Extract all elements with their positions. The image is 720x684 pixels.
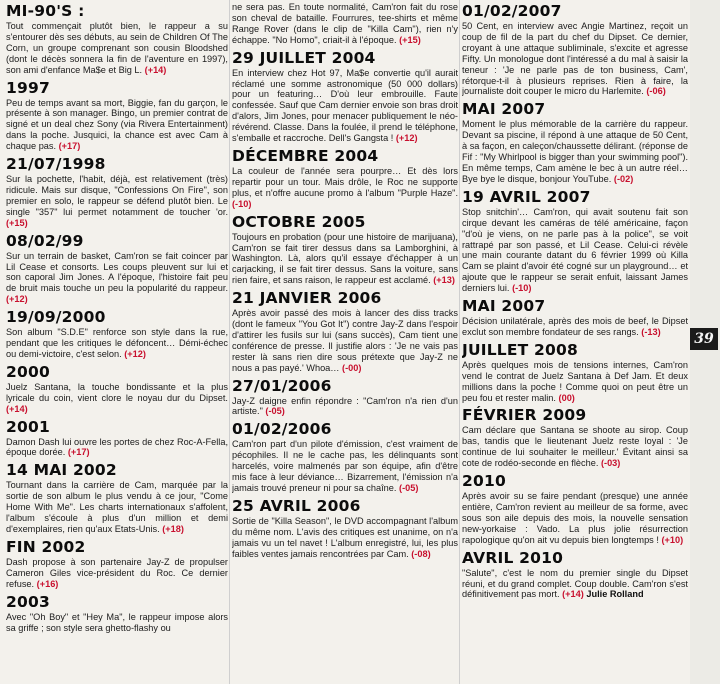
entry-date: 2000 bbox=[6, 362, 50, 381]
entry-body: Toujours en probation (pour une histoire de marijuana), Cam'ron se fait tirer dessus dans sa Lamborghini, à Washington. Là, alors qu'il essaye d'échapper à un carjacking, il se fait tirer dessus. Sans la voiture, sans rien faire, et sans raison, le rappeur est acclamé. bbox=[232, 231, 458, 286]
timeline-entry bbox=[462, 297, 688, 338]
entry-text bbox=[462, 491, 688, 546]
entry-score: (-13) bbox=[641, 326, 661, 337]
entry-text bbox=[232, 2, 458, 46]
timeline-entry bbox=[6, 79, 228, 153]
entry-body: Décision unilatérale, après des mois de beef, le Dipset exclut son membre fondateur de ses rangs. bbox=[462, 316, 688, 337]
entry-score: (+13) bbox=[433, 275, 455, 286]
entry-date: 1997 bbox=[6, 78, 50, 97]
entry-score: (+14) bbox=[6, 403, 28, 414]
entry-date: 25 AVRIL 2006 bbox=[232, 496, 361, 515]
entry-date: AVRIL 2010 bbox=[462, 548, 564, 567]
entry-body: "Salute", c'est le nom du premier single du Dipset réuni, et du grand complet. Coup double. Cam'ron s'est définitivement pas mort. bbox=[462, 567, 688, 600]
entry-score: (-02) bbox=[613, 173, 634, 184]
entry-body: 50 Cent, en interview avec Angie Martinez, reçoit un coup de fil de la part du chef du Dipset. Ce dernier, croyant à une attaque subliminale, s'excite et agresse Fifty. Un monologue dont l'intéressé a du mal à saisir la teneur : 'Je ne parle pas de ton business, Cam', rétorque-t-il à plusieurs reprises. Rien à faire, la journaliste doit couper le micro du Harlemite. bbox=[462, 21, 688, 97]
entry-text bbox=[6, 21, 228, 76]
entry-text bbox=[232, 439, 458, 494]
entry-score: (-00) bbox=[342, 362, 362, 373]
entry-score: (00) bbox=[558, 392, 575, 403]
entry-date: MI-90'S : bbox=[6, 2, 85, 20]
entry-score: (-10) bbox=[512, 283, 532, 294]
entry-date: FIN 2002 bbox=[6, 537, 86, 556]
entry-score: (+18) bbox=[162, 524, 184, 534]
page-number: 39 bbox=[690, 328, 718, 350]
timeline-entry bbox=[6, 593, 228, 634]
article-author: Julie Rolland bbox=[586, 589, 644, 600]
entry-date: OCTOBRE 2005 bbox=[232, 212, 366, 231]
entry-text bbox=[6, 382, 228, 415]
entry-date: 2001 bbox=[6, 417, 50, 436]
entry-date: 2003 bbox=[6, 592, 50, 611]
entry-score: (+14) bbox=[562, 589, 584, 600]
entry-text bbox=[462, 360, 688, 404]
entry-score: (+12) bbox=[395, 133, 418, 144]
entry-text bbox=[462, 425, 688, 469]
entry-text bbox=[6, 480, 228, 535]
entry-score: (-05) bbox=[265, 406, 285, 417]
entry-score: (-05) bbox=[399, 483, 419, 493]
entry-score: (+15) bbox=[399, 34, 421, 45]
entry-text bbox=[6, 557, 228, 590]
entry-score: (+10) bbox=[661, 534, 684, 545]
entry-score: (+16) bbox=[36, 578, 59, 589]
entry-date: 08/02/99 bbox=[6, 231, 84, 250]
timeline-entry bbox=[6, 363, 228, 415]
entry-body: Cam'ron part d'un pilote d'émission, c'est vraiment de pécophiles. Il ne le cache pas, les délinquants sont harcelés, voire malmenés par son équipe, afin d'être mis face à leur déviance… Bizarrement, l'émission n'a jamais trouvé preneur ni pour sa chaîne. bbox=[232, 439, 458, 493]
timeline-entry bbox=[232, 49, 458, 144]
timeline-entry bbox=[232, 497, 458, 560]
timeline-column-1 bbox=[6, 2, 228, 682]
entry-text bbox=[462, 207, 688, 294]
entry-date: 29 JUILLET 2004 bbox=[232, 48, 376, 67]
timeline-column-2 bbox=[232, 2, 458, 682]
timeline-entry bbox=[462, 549, 688, 601]
timeline-entry bbox=[6, 155, 228, 229]
entry-text bbox=[6, 437, 228, 459]
entry-body: Moment le plus mémorable de la carrière du rappeur. Devant sa piscine, il répond à une attaque de 50 Cent, à sa façon, en caleçon/chaussette délirant. (réponse de Fif : "My Whirlpool is bigger than your swimming pool"). En même temps, Cam amène le bec à un autre réel… Bye bye le disque, bonjour YouTube. bbox=[462, 119, 688, 184]
entry-date: MAI 2007 bbox=[462, 100, 546, 119]
entry-text bbox=[6, 98, 228, 153]
entry-body: Stop snitchin'… Cam'ron, qui avait soutenu fait son cirque devant les caméras de télé américaine, façon "d'où je viens, on ne parle pas à la police", se voit rattrapé par son passé, et Lil Cease. Celui-ci révèle une main courante datant du 6 février 1999 où Killa Cam se plaint d'avoir été cogné sur un playground… et ajoute que le rappeur se serait enfuit, laissant James derniers lui. bbox=[462, 206, 688, 294]
entry-date: 14 MAI 2002 bbox=[6, 461, 117, 480]
entry-body: Cam déclare que Santana se shoote au sirop. Coup bas, tandis que le lieutenant Juelz reste loyal : 'Je continue de lui souhaiter le meilleur.' Évitant ainsi sa cote de rodéo-seconde en flèche. bbox=[462, 425, 688, 469]
entry-date: FÉVRIER 2009 bbox=[462, 406, 587, 425]
timeline-entry bbox=[232, 420, 458, 494]
entry-date: 01/02/2007 bbox=[462, 2, 562, 20]
entry-body: Sur un terrain de basket, Cam'ron se fait coincer par Lil Cease et consorts. Les coups pleuvent sur lui et son caporal Jim Jones. A l'époque, l'histoire fait peu de bruit mais touche un peu la popularité du rappeur. bbox=[6, 250, 228, 294]
entry-text bbox=[6, 327, 228, 360]
entry-date: 27/01/2006 bbox=[232, 376, 332, 395]
entry-text bbox=[232, 68, 458, 144]
timeline-entry bbox=[462, 472, 688, 546]
timeline-entry bbox=[462, 100, 688, 184]
timeline-entry bbox=[232, 377, 458, 418]
timeline-entry bbox=[232, 147, 458, 210]
timeline-column-3 bbox=[462, 2, 688, 682]
entry-body: Tournant dans la carrière de Cam, marquée par la sortie de son album le plus vendu à ce jour, "Come Home With Me". Les charts internationaux s'affolent, l'album s'écoule à plus d'un million et demi d'exemplaires, rien qu'aux Etats-Unis. bbox=[6, 480, 228, 534]
entry-date: 19 AVRIL 2007 bbox=[462, 187, 591, 206]
entry-body: Dash propose à son partenaire Jay-Z de propulser Cameron Giles vice-président du Roc. Ce dernier refuse. bbox=[6, 556, 228, 589]
entry-text bbox=[6, 174, 228, 229]
entry-body: Sortie de "Killa Season", le DVD accompagnant l'album du même nom. L'avis des critiques est unanime, on n'a jamais vu un tel navet ! L'album enregistré, lui, les plus faibles ventes jamais rencontrées par Cam. bbox=[232, 515, 458, 559]
timeline-entry bbox=[232, 289, 458, 373]
entry-body: Damon Dash lui ouvre les portes de chez Roc-A-Fella, époque dorée. bbox=[6, 436, 228, 458]
entry-score: (+17) bbox=[58, 141, 81, 152]
entry-text bbox=[232, 232, 458, 287]
entry-text bbox=[232, 308, 458, 373]
entry-text bbox=[6, 612, 228, 634]
timeline-entry bbox=[232, 213, 458, 287]
entry-score: (-06) bbox=[646, 86, 666, 97]
entry-body: Après avoir passé des mois à lancer des diss tracks (dont le fameux "You Got It") contre Jay-Z dans l'espoir d'attirer les fusils sur lui (sans succès), Cam tient une conférence de presse. Il justifie alors : 'Je ne vais pas rester là sans rien dire sous prétexte que Jay-Z ne nous a pas payé.' Whoa… bbox=[232, 308, 458, 373]
entry-score: (-08) bbox=[411, 548, 431, 559]
timeline-entry bbox=[6, 2, 228, 76]
entry-date: 01/02/2006 bbox=[232, 420, 332, 439]
timeline-entry bbox=[232, 2, 458, 46]
entry-date: MAI 2007 bbox=[462, 297, 546, 316]
entry-body: Juelz Santana, la touche bondissante et la plus lyricale du coin, vient clore le noyau dur du Dipset. bbox=[6, 381, 228, 403]
entry-date: 21/07/1998 bbox=[6, 155, 106, 174]
entry-text bbox=[232, 396, 458, 418]
timeline-entry bbox=[6, 308, 228, 360]
entry-date: JUILLET 2008 bbox=[462, 340, 578, 359]
entry-score: (+17) bbox=[67, 447, 90, 458]
entry-body: La couleur de l'année sera pourpre… Et dès lors repartir pour un tour. Mais drôle, le Roc ne supporte plus, et n'offre aucune promo à l'album "Purple Haze". bbox=[232, 165, 458, 198]
timeline-entry bbox=[6, 538, 228, 590]
column-divider bbox=[229, 0, 230, 684]
entry-body: Tout commençait plutôt bien, le rappeur a su s'entourer dès ses débuts, au sein de Children Of The Corn, un groupe comprenant son cousin Bloodshed (dont le décès sonnera la fin de l'aventure en 1997), son ami d'enfance Ma$e et Big L. bbox=[6, 21, 228, 75]
entry-score: (+14) bbox=[144, 64, 167, 75]
entry-text bbox=[6, 251, 228, 306]
entry-score: (+15) bbox=[6, 217, 28, 228]
timeline-entry bbox=[462, 2, 688, 97]
timeline-entry bbox=[462, 341, 688, 404]
entry-body: Peu de temps avant sa mort, Biggie, fan du garçon, le présente à son manager. Bingo, un premier contrat de signé et un deal chez Sony (via Rivera Entertainment) dans la poche. Jusquici, la chance est avec Cam à chaque pas. bbox=[6, 97, 228, 152]
entry-score: (-03) bbox=[600, 458, 621, 469]
entry-score: (+12) bbox=[6, 294, 28, 305]
entry-text bbox=[232, 516, 458, 560]
entry-date: 2010 bbox=[462, 472, 506, 491]
entry-body: Avec "Oh Boy" et "Hey Ma", le rappeur impose alors sa griffe ; son style sera ghetto-flashy ou bbox=[6, 611, 228, 633]
entry-text bbox=[462, 21, 688, 97]
entry-body: Jay-Z daigne enfin répondre : "Cam'ron n'a rien d'un artiste." bbox=[232, 395, 458, 417]
entry-score: (+12) bbox=[124, 348, 146, 359]
timeline-entry bbox=[6, 418, 228, 459]
entry-body: Sur la pochette, l'habit, déjà, est relativement (très) ridicule. Mais sur disque, "Confessions On Fire", son premier en solo, le rappeur se défend plutôt bien. Le single "357" lui permet notamment de toucher 'or. bbox=[6, 174, 228, 217]
entry-date: DÉCEMBRE 2004 bbox=[232, 146, 379, 165]
entry-text bbox=[462, 568, 688, 601]
timeline-entry bbox=[462, 188, 688, 294]
entry-text bbox=[462, 316, 688, 338]
entry-body: Son album "S.D.E" renforce son style dans la rue, pendant que les critiques le défoncent… Démi-échec ou demi-victoire, c'est selon. bbox=[6, 327, 228, 359]
column-divider bbox=[459, 0, 460, 684]
entry-body: ne sera pas. En toute normalité, Cam'ron fait du rose son cheval de bataille. Fourrures, tee-shirts et même Range Rover (dans le clip de "Killa Cam"), rien n'y échappe. "No Homo", criait-il à l'époque. bbox=[232, 2, 458, 45]
entry-body: Après avoir su se faire pendant (presque) une année entière, Cam'ron revient au meilleur de sa forme, avec sous son aile depuis des mois, la nouvelle sensation new-yorkaise : Vado. La plus jolie résurrection rapologique qu'on ait vu depuis bien longtemps ! bbox=[462, 491, 688, 545]
entry-text bbox=[232, 166, 458, 210]
timeline-entry bbox=[6, 461, 228, 535]
entry-date: 21 JANVIER 2006 bbox=[232, 289, 382, 308]
entry-body: Après quelques mois de tensions internes, Cam'ron vend le contrat de Juelz Santana à Def Jam. Et deux millions dans la poche ! Comme quoi on peut être un peu fou et rester malin. bbox=[462, 359, 688, 403]
timeline-entry bbox=[462, 406, 688, 469]
entry-date: 19/09/2000 bbox=[6, 308, 106, 327]
timeline-entry bbox=[6, 232, 228, 306]
entry-score: (-10) bbox=[232, 198, 252, 209]
entry-body: En interview chez Hot 97, Ma$e convertie qu'il aurait réclamé une somme astronomique (50 000 dollars) pour un featuring… D'où leur embrouille. Faute confessée. Sauf que Cam dernier envoie son bras droit d'alors, Jim Jones, pour menacer publiquement le néo-révérend. Classe. Dans la foulée, il prend le téléphone, s'emballe et raccroche. Dell's Gangsta ! bbox=[232, 67, 458, 144]
entry-text bbox=[462, 119, 688, 184]
